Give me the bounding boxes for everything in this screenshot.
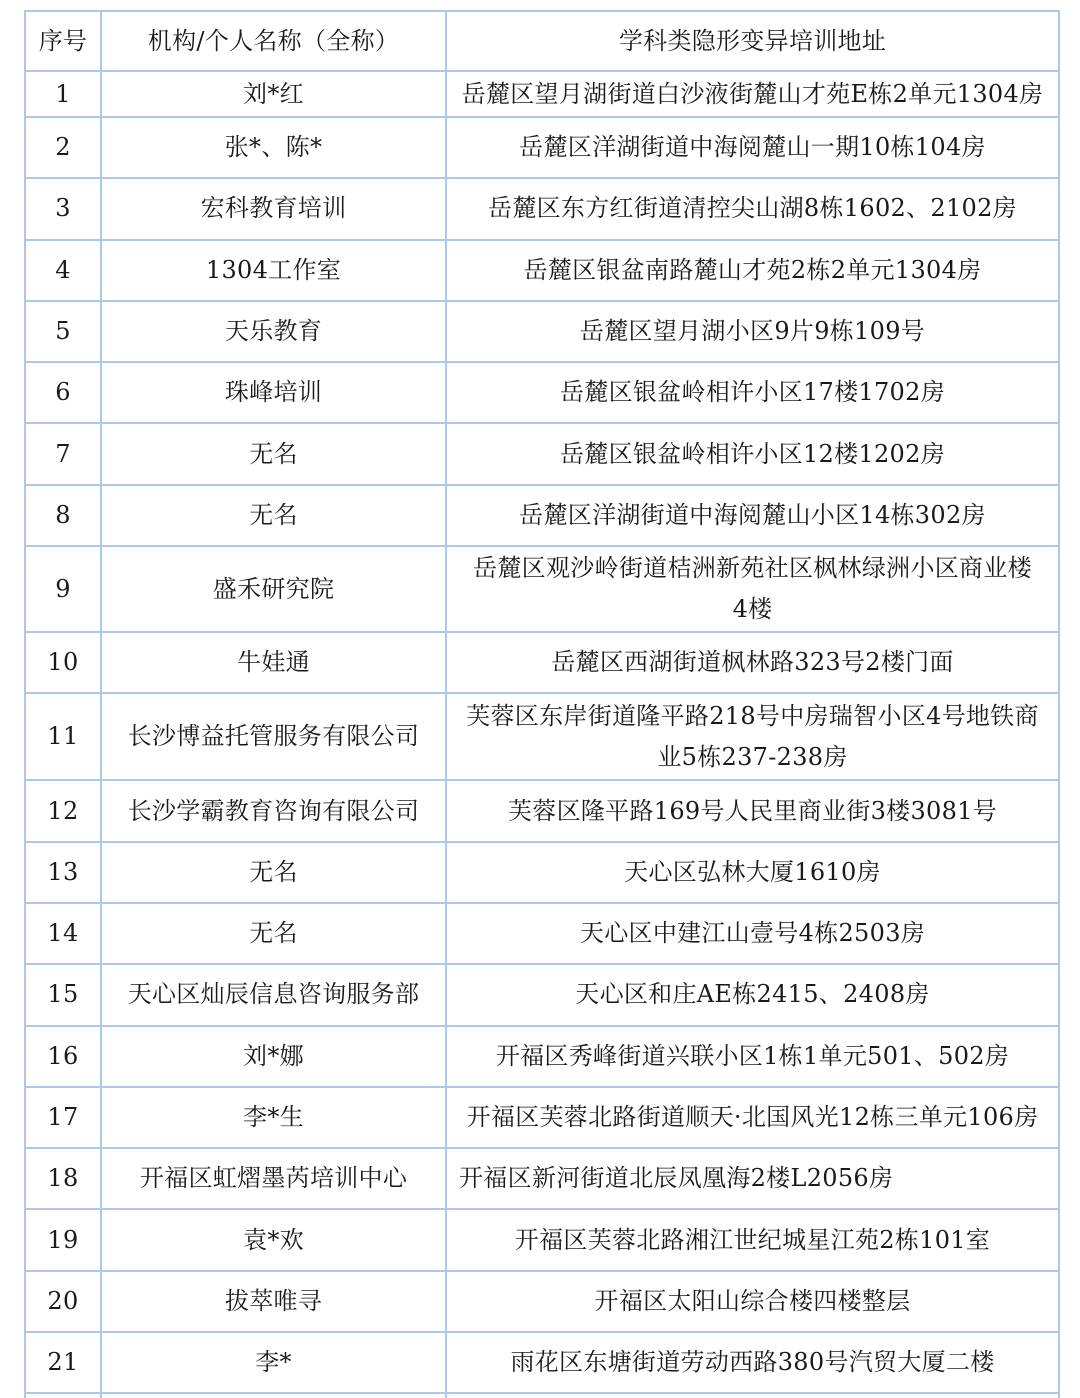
cell-address-text: 芙蓉区隆平路169号人民里商业街3楼3081号: [507, 796, 998, 825]
cell-index: [25, 117, 101, 178]
cell-address: [446, 1148, 1059, 1209]
cell-index-text: 13: [47, 857, 79, 886]
cell-name: [101, 903, 446, 964]
cell-name-text: 1304工作室: [205, 255, 342, 284]
table-row: [25, 178, 1059, 239]
cell-index-text: 9: [55, 574, 71, 603]
cell-name: [101, 1271, 446, 1332]
table-row-partial: [25, 1393, 1059, 1398]
cell-name: [101, 1332, 446, 1393]
cell-index: [25, 1332, 101, 1393]
cell-name: [101, 240, 446, 301]
cell-index-text: 3: [55, 194, 71, 223]
cell-index: [25, 240, 101, 301]
cell-name: [101, 1148, 446, 1209]
cell-name-text: 刘*娜: [243, 1041, 304, 1070]
cell-index-text: 17: [47, 1103, 79, 1131]
cell-index: [25, 1271, 101, 1332]
cell-name-text: 珠峰培训: [224, 378, 323, 407]
table-row: [25, 485, 1059, 546]
cell-address: [446, 842, 1059, 903]
cell-address-text: 开福区芙蓉北路街道顺天·北国风光12栋三单元106房: [466, 1103, 1039, 1131]
cell-index: [25, 1087, 101, 1148]
cell-address: [446, 546, 1059, 632]
cell-index-text: 12: [47, 796, 79, 825]
cell-name-text: 牛娃通: [237, 648, 310, 677]
cell-address: [446, 485, 1059, 546]
cell-address-text: 天心区和庄AE栋2415、2408房: [575, 980, 930, 1009]
cell-index: [25, 546, 101, 632]
cell-name-text: 拔萃唯寻: [224, 1286, 323, 1315]
table-row: [25, 423, 1059, 484]
cell-index: [25, 632, 101, 693]
table-row: [25, 1026, 1059, 1087]
training-address-table: [24, 10, 1060, 1398]
cell-address: [446, 362, 1059, 423]
cell-name: [101, 842, 446, 903]
cell-address: [446, 964, 1059, 1025]
cell-name: [101, 693, 446, 780]
table-row: [25, 842, 1059, 903]
cell-name: [101, 485, 446, 546]
cell-index-text: 20: [47, 1286, 79, 1315]
table-row: [25, 693, 1059, 780]
cell-name: [101, 632, 446, 693]
cell-name: [101, 780, 446, 841]
cell-name: [101, 1209, 446, 1270]
cell-index-text: 16: [47, 1041, 79, 1070]
cell-index-text: 19: [47, 1225, 79, 1254]
cell-name: [101, 1087, 446, 1148]
header-name: 机构/个人名称（全称）: [101, 11, 446, 71]
cell-address-text: 开福区芙蓉北路湘江世纪城星江苑2栋101室: [514, 1225, 991, 1254]
cell-address-text: 岳麓区观沙岭街道桔洲新苑社区枫林绿洲小区商业楼: [473, 554, 1032, 583]
table-header: [25, 11, 1059, 71]
cell-index: [25, 1393, 101, 1398]
table-row: [25, 240, 1059, 301]
cell-name: [101, 1393, 446, 1398]
cell-address: [446, 1332, 1059, 1393]
header-address: 学科类隐形变异培训地址: [446, 11, 1059, 71]
cell-address-text: 天心区中建江山壹号4栋2503房: [579, 919, 926, 948]
cell-address: [446, 903, 1059, 964]
table-row: [25, 117, 1059, 178]
cell-name-text: 天乐教育: [224, 317, 323, 346]
cell-index: [25, 71, 101, 117]
table-row: [25, 1209, 1059, 1270]
cell-index-text: 5: [55, 317, 71, 346]
cell-index-text: 1: [55, 79, 71, 108]
cell-name-text: 长沙学霸教育咨询有限公司: [127, 796, 420, 825]
cell-name-text: 刘*红: [243, 79, 304, 108]
cell-address: [446, 632, 1059, 693]
cell-address-text: 岳麓区银盆岭相许小区17楼1702房: [559, 378, 946, 407]
cell-index-text: 21: [47, 1348, 79, 1377]
cell-address-text: 岳麓区洋湖街道中海阅麓山一期10栋104房: [519, 133, 986, 162]
cell-name: [101, 1026, 446, 1087]
cell-name: [101, 71, 446, 117]
cell-index: [25, 1209, 101, 1270]
cell-address: [446, 1026, 1059, 1087]
cell-address: [446, 423, 1059, 484]
cell-index-text: 18: [47, 1164, 79, 1193]
cell-address-text: 岳麓区东方红街道清控尖山湖8栋1602、2102房: [488, 194, 1017, 223]
table-row: [25, 71, 1059, 117]
cell-index: [25, 362, 101, 423]
table-row: [25, 632, 1059, 693]
table-row: [25, 362, 1059, 423]
cell-index-text: 8: [55, 500, 71, 529]
cell-index: [25, 485, 101, 546]
table-row: [25, 1271, 1059, 1332]
table-body: [25, 71, 1059, 1398]
cell-name-text: 开福区虹熠墨芮培训中心: [139, 1164, 408, 1193]
cell-name: [101, 301, 446, 362]
cell-index: [25, 964, 101, 1025]
cell-address-text: 开福区新河街道北辰凤凰海2楼L2056房: [459, 1164, 894, 1193]
cell-name-text: 李*: [255, 1348, 292, 1377]
table-row: [25, 546, 1059, 632]
cell-name-text: 袁*欢: [243, 1225, 304, 1254]
cell-name: [101, 546, 446, 632]
table-row: [25, 780, 1059, 841]
cell-name: [101, 117, 446, 178]
cell-index: [25, 178, 101, 239]
table-row: [25, 1332, 1059, 1393]
cell-index-text: 2: [55, 133, 71, 162]
cell-address: [446, 1271, 1059, 1332]
cell-index: [25, 1026, 101, 1087]
cell-index: [25, 1148, 101, 1209]
cell-index-text: 15: [47, 980, 79, 1009]
cell-index: [25, 423, 101, 484]
cell-name: [101, 964, 446, 1025]
table-row: [25, 1087, 1059, 1148]
cell-address: [446, 71, 1059, 117]
cell-name: [101, 178, 446, 239]
cell-address-text: 岳麓区望月湖小区9片9栋109号: [579, 317, 926, 346]
cell-address-text: 4楼: [732, 595, 773, 624]
cell-index: [25, 903, 101, 964]
cell-name-text: 无名: [249, 439, 298, 468]
cell-address: [446, 1393, 1059, 1398]
cell-address: [446, 780, 1059, 841]
cell-index: [25, 842, 101, 903]
cell-address: [446, 240, 1059, 301]
table-row: [25, 301, 1059, 362]
cell-index: [25, 693, 101, 780]
cell-address: [446, 301, 1059, 362]
cell-address-text: 芙蓉区东岸街道隆平路218号中房瑞智小区4号地铁商: [466, 701, 1039, 730]
cell-address: [446, 117, 1059, 178]
cell-name: [101, 423, 446, 484]
cell-name-text: 无名: [249, 500, 298, 529]
cell-name-text: 张*、陈*: [224, 133, 323, 162]
header-index: 序号: [25, 11, 101, 71]
cell-address: [446, 1087, 1059, 1148]
cell-address-text: 雨花区东塘街道劳动西路380号汽贸大厦二楼: [510, 1348, 995, 1377]
table-row: [25, 1148, 1059, 1209]
cell-address-text: 开福区太阳山综合楼四楼整层: [594, 1286, 911, 1315]
cell-address-text: 开福区秀峰街道兴联小区1栋1单元501、502房: [495, 1041, 1010, 1070]
cell-index-text: 6: [55, 378, 71, 407]
cell-name-text: 天心区灿辰信息咨询服务部: [127, 980, 420, 1009]
cell-name-text: 宏科教育培训: [200, 194, 347, 223]
header-row: [25, 11, 1059, 71]
cell-name-text: 无名: [249, 919, 298, 948]
cell-address: [446, 693, 1059, 780]
cell-name-text: 李*生: [243, 1103, 304, 1131]
cell-name: [101, 362, 446, 423]
table-row: [25, 964, 1059, 1025]
cell-index: [25, 780, 101, 841]
cell-address: [446, 1209, 1059, 1270]
table-row: [25, 903, 1059, 964]
cell-name-text: 无名: [249, 857, 298, 886]
cell-address: [446, 178, 1059, 239]
cell-index-text: 14: [47, 919, 79, 948]
cell-address-text: 岳麓区银盆岭相许小区12楼1202房: [559, 439, 946, 468]
cell-address-text: 天心区弘林大厦1610房: [624, 857, 881, 886]
cell-address-text: 业5栋237-238房: [657, 742, 848, 771]
cell-address-text: 岳麓区西湖街道枫林路323号2楼门面: [551, 648, 954, 677]
cell-address-text: 岳麓区银盆南路麓山才苑2栋2单元1304房: [523, 255, 982, 284]
cell-index: [25, 301, 101, 362]
cell-index-text: 11: [47, 722, 79, 751]
cell-index-text: 7: [55, 439, 71, 468]
cell-index-text: 4: [55, 255, 71, 284]
cell-name-text: 盛禾研究院: [212, 574, 335, 603]
cell-index-text: 10: [47, 648, 79, 677]
cell-address-text: 岳麓区洋湖街道中海阅麓山小区14栋302房: [519, 500, 986, 529]
cell-address-text: 岳麓区望月湖街道白沙液街麓山才苑E栋2单元1304房: [461, 79, 1044, 108]
cell-name-text: 长沙博益托管服务有限公司: [127, 722, 420, 751]
